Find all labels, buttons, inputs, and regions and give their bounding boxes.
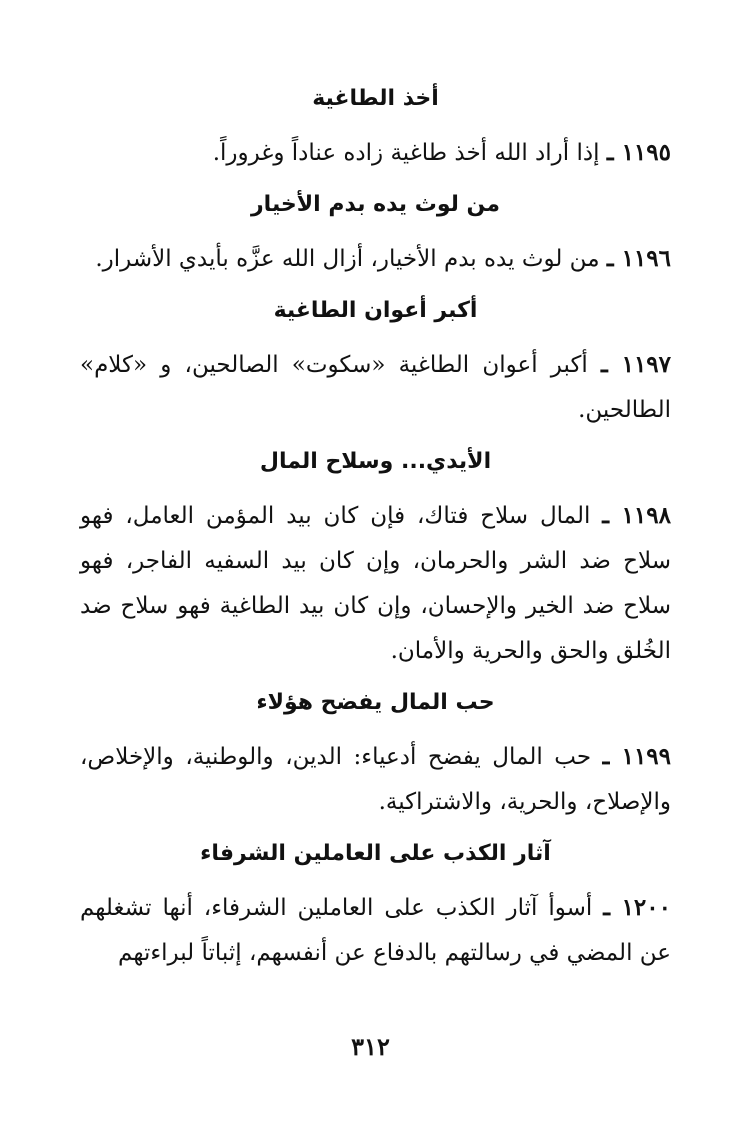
aphorism-text: أسوأ آثار الكذب على العاملين الشرفاء، أنها تشغلهم عن المضي في رسالتهم بالدفاع عن أنفسهم، إثباتاً لبراءتهم	[80, 895, 671, 966]
section-heading: آثار الكذب على العاملين الشرفاء	[200, 841, 551, 866]
section-1198	[80, 447, 671, 674]
aphorism-paragraph	[80, 885, 671, 976]
aphorism-number: ١١٩٧ ـ	[600, 351, 672, 378]
aphorism-paragraph	[80, 493, 671, 674]
aphorism-paragraph	[80, 236, 671, 282]
section-heading: الأيدي... وسلاح المال	[259, 449, 492, 474]
aphorism-number: ١١٩٦ ـ	[606, 245, 671, 272]
page-number: ٣١٢	[351, 1032, 390, 1061]
section-1197	[80, 296, 671, 433]
aphorism-text: المال سلاح فتاك، فإن كان بيد المؤمن العامل، فهو سلاح ضد الشر والحرمان، وإن كان بيد السفيه الفاجر، فهو سلاح ضد الخير والإحسان، وإن كان بيد الطاغية فهو سلاح ضد الخُلق والحق والحرية والأمان.	[80, 503, 671, 664]
aphorism-text: من لوث يده بدم الأخيار، أزال الله عزَّه بأيدي الأشرار.	[95, 246, 600, 272]
aphorism-number: ١١٩٨ ـ	[602, 502, 671, 529]
aphorism-number: ١١٩٩ ـ	[602, 743, 672, 770]
aphorism-text: أكبر أعوان الطاغية «سكوت» الصالحين، و «كلام» الطالحين.	[80, 352, 671, 423]
aphorism-paragraph	[80, 130, 671, 176]
section-heading: حب المال يفضح هؤلاء	[256, 690, 495, 715]
section-heading: أخذ الطاغية	[312, 86, 439, 111]
section-1195	[80, 84, 671, 176]
aphorism-paragraph	[80, 342, 671, 433]
aphorism-number: ١١٩٥ ـ	[606, 139, 671, 166]
section-heading: من لوث يده بدم الأخيار	[251, 192, 500, 217]
aphorism-text: حب المال يفضح أدعياء: الدين، والوطنية، والإخلاص، والإصلاح، والحرية، والاشتراكية.	[80, 744, 671, 815]
section-1200	[80, 839, 671, 976]
section-1196	[80, 190, 671, 282]
section-heading: أكبر أعوان الطاغية	[273, 298, 478, 323]
aphorism-paragraph	[80, 734, 671, 825]
aphorism-text: إذا أراد الله أخذ طاغية زاده عناداً وغروراً.	[212, 140, 600, 166]
section-1199	[80, 688, 671, 825]
aphorism-number: ١٢٠٠ ـ	[603, 894, 671, 921]
